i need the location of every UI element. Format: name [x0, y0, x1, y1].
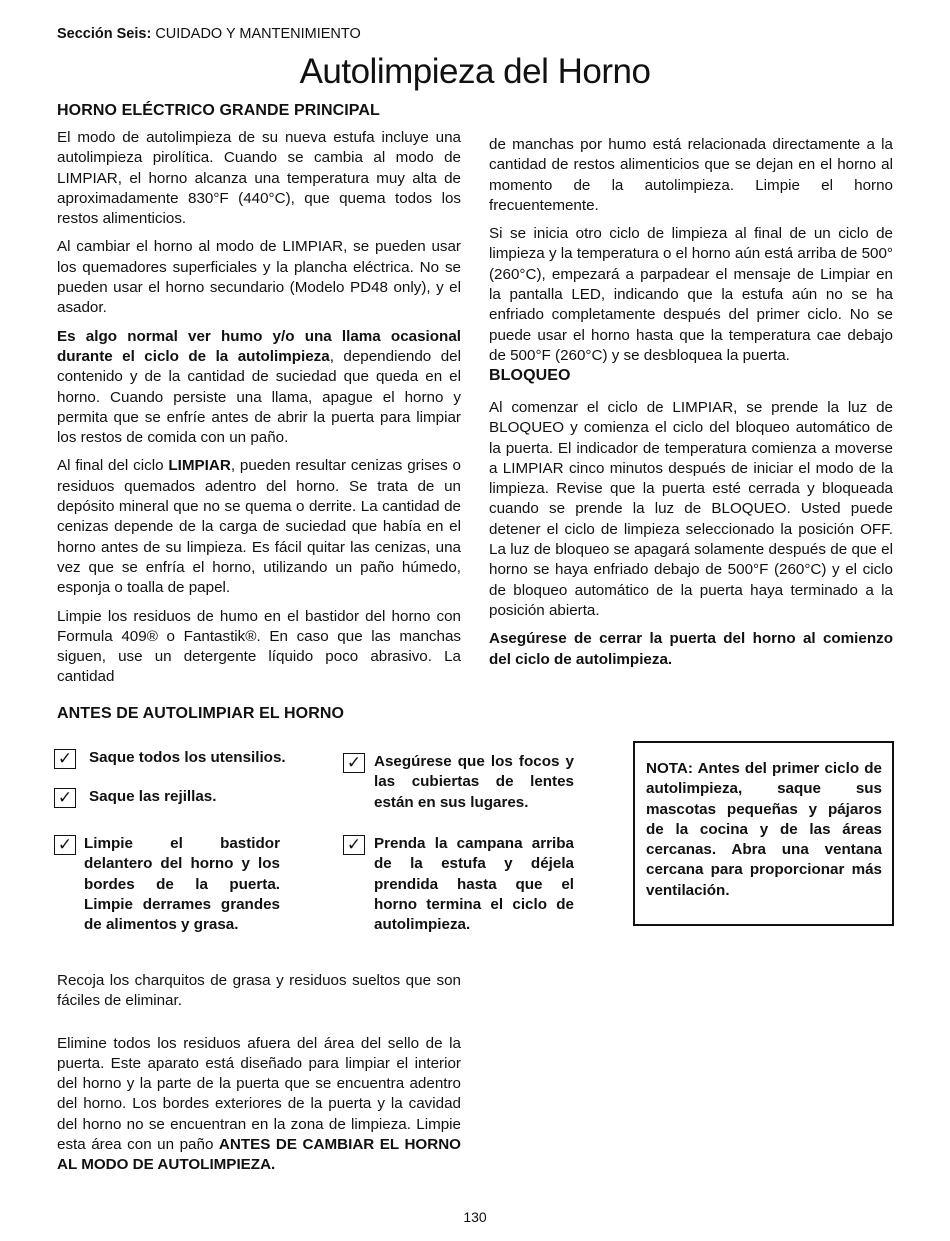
checklist-item	[54, 748, 314, 769]
before-paragraph-1: Recoja los charquitos de grasa y residuos sueltos que son fáciles de eliminar.	[57, 972, 461, 1010]
checklist-item-label: Limpie el bastidor delantero del horno y los bordes de la puerta. Limpie derrames grandes de alimentos y grasa.	[84, 835, 280, 934]
lock-column	[489, 398, 893, 678]
checklist-item-label: Saque todos los utensilios.	[89, 749, 286, 766]
smoke-warning: Es algo normal ver humo y/o una llama ocasional durante el ciclo de la autolimpieza	[57, 327, 461, 365]
ash-text-bold: LIMPIAR	[168, 457, 231, 475]
oven-paragraph-7: Si se inicia otro ciclo de limpieza al final de un ciclo de limpieza y la temperatura o el horno aún está arriba de 500° (260°C), empezará a parpadear el mensaje de Limpiar en la pantalla LED, indicando que la estufa aún no se ha enfriado completamente después del primer ciclo. No se puede usar el horno hasta que la temperatura cae debajo de 500°F (260°C) y se desbloquea la puerta.	[489, 225, 893, 364]
checklist-item-label: Saque las rejillas.	[89, 788, 217, 805]
checkbox-icon: ✓	[343, 835, 365, 855]
checkbox-icon: ✓	[54, 749, 76, 769]
before-section-heading: ANTES DE AUTOLIMPIAR EL HORNO	[57, 705, 345, 722]
lock-warning: Asegúrese de cerrar la puerta del horno al comienzo del ciclo de autolimpieza.	[489, 630, 893, 668]
right-column	[489, 135, 893, 374]
checklist-item	[54, 834, 290, 935]
oven-paragraph-3	[57, 327, 461, 449]
seal-text: Elimine todos los residuos afuera del área del sello de la puerta. Este aparato está diseñado para limpiar el interior del horno y la parte de la puerta que se encuentra adentro del horno. Los bordes exteriores de la puerta y la cavidad del horno no se encuentran en la zona de limpieza. Limpie esta área con un paño	[57, 1034, 461, 1154]
checkbox-icon: ✓	[54, 835, 76, 855]
oven-paragraph-4	[57, 456, 461, 598]
checkbox-icon: ✓	[54, 788, 76, 808]
oven-section-heading: HORNO ELÉCTRICO GRANDE PRINCIPAL	[57, 102, 380, 119]
oven-paragraph-1: El modo de autolimpieza de su nueva estufa incluye una autolimpieza pirolítica. Cuando se cambia al modo de LIMPIAR, el horno alcanza una temperatura muy alta de aproximadamente 830°F (440°C), que quema todos los restos alimenticios.	[57, 129, 461, 228]
smoke-warning-detail: , dependiendo del contenido y de la cantidad de suciedad que queda en el horno. Cuando persiste una llama, apague el horno y permita que se enfríe antes de abrir la puerta para limpiar los restos de comida con un paño.	[57, 347, 461, 447]
checklist-item	[343, 752, 583, 813]
section-name: CUIDADO Y MANTENIMIENTO	[155, 26, 361, 42]
before-paragraph-2	[57, 1034, 461, 1176]
checkbox-icon: ✓	[343, 753, 365, 773]
oven-paragraph-6: de manchas por humo está relacionada directamente a la cantidad de restos alimenticios que se dejan en el horno al momento de la autolimpieza. Limpie el horno frecuentemente.	[489, 136, 893, 214]
note-box: NOTA: Antes del primer ciclo de autolimpieza, saque sus mascotas pequeñas y pájaros de la cocina y de las áreas cercanas. Abra una ventana cercana para proporcionar más ventilación.	[633, 741, 894, 926]
lock-section-heading: BLOQUEO	[489, 367, 571, 384]
lock-paragraph-2	[489, 629, 893, 670]
page-number: 130	[463, 1209, 487, 1225]
page-title: Autolimpieza del Horno	[299, 52, 651, 91]
before-text	[57, 971, 461, 1184]
checklist-item	[343, 834, 583, 935]
seal-warning: ANTES DE CAMBIAR EL HORNO AL MODO DE AUTOLIMPIEZA.	[57, 1136, 461, 1174]
checklist-item	[54, 787, 314, 808]
ash-text-start: Al final del ciclo	[57, 457, 169, 475]
section-label: Sección Seis:	[57, 26, 152, 42]
oven-paragraph-2: Al cambiar el horno al modo de LIMPIAR, se pueden usar los quemadores superficiales y la plancha eléctrica. No se pueden usar el horno secundario (Modelo PD48 only), y el asador.	[57, 238, 461, 317]
lock-paragraph-1: Al comenzar el ciclo de LIMPIAR, se prende la luz de BLOQUEO y comienza el ciclo del bloqueo automático de la puerta. El indicador de temperatura comienza a moverse a LIMPIAR cinco minutos después de iniciar el modo de la limpieza. Revise que la puerta esté cerrada y bloqueada cuando se prende la luz de BLOQUEO. Usted puede detener el ciclo de limpieza seleccionado la posición OFF. La luz de bloqueo se apagará solamente después de que el horno se haya enfriado debajo de 500°F (260°C) y el ciclo de bloqueo automático de la puerta haya terminado a la posición abierta.	[489, 399, 893, 619]
checklist-item-label: Prenda la campana arriba de la estufa y déjela prendida hasta que el horno termina el ciclo de autolimpieza.	[374, 835, 574, 934]
checklist-item-label: Asegúrese que los focos y las cubiertas de lentes están en sus lugares.	[374, 753, 574, 811]
section-header	[57, 26, 361, 42]
ash-text-rest: , pueden resultar cenizas grises o residuos quemados adentro del horno. Se trata de un depósito mineral que no se quema o derrite. La cantidad de cenizas depende de la carga de suciedad que había en el horno antes de su limpieza. Es fácil quitar las cenizas, una vez que se enfría el horno, utilizando un paño húmedo, esponja o toalla de papel.	[57, 457, 461, 597]
oven-paragraph-5: Limpie los residuos de humo en el bastidor del horno con Formula 409® o Fantastik®. En caso que las manchas siguen, use un detergente líquido poco abrasivo. La cantidad	[57, 607, 461, 686]
left-column	[57, 128, 461, 696]
